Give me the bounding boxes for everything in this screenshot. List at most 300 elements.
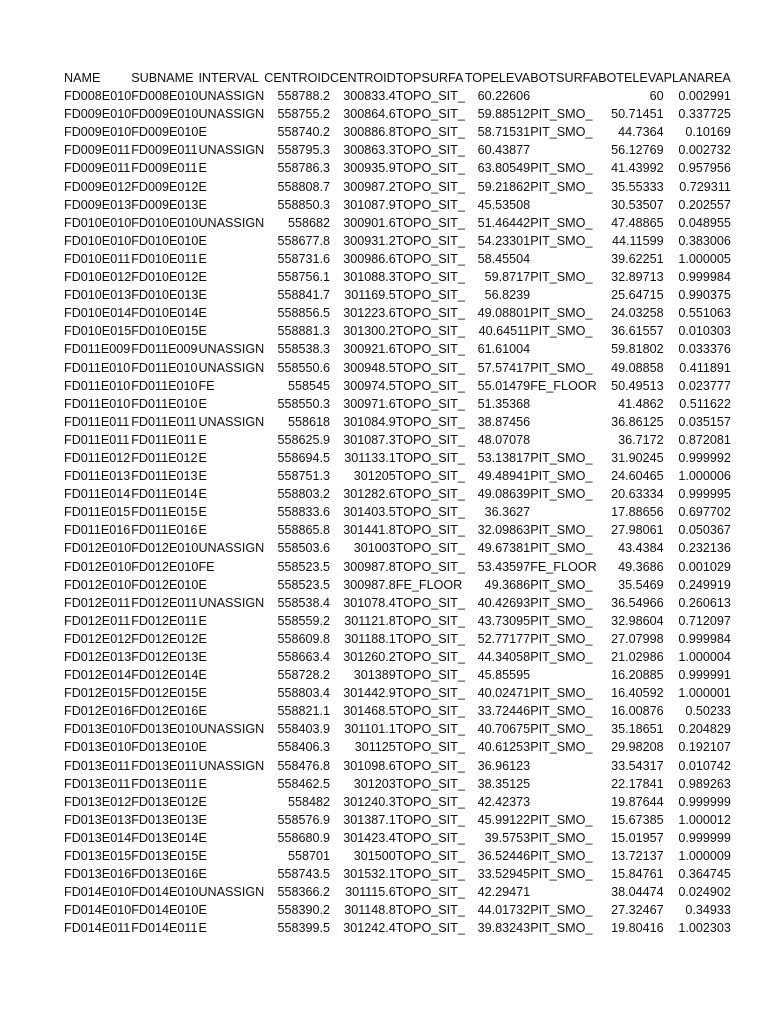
table-cell[interactable]: 0.10169 <box>685 125 731 140</box>
table-cell[interactable]: E <box>198 903 207 918</box>
table-cell[interactable]: 0.999995 <box>678 487 731 502</box>
table-cell[interactable]: 35.55333 <box>611 179 664 194</box>
table-cell[interactable]: E <box>198 613 207 628</box>
table-cell[interactable]: FD014E010 <box>64 885 132 900</box>
table-cell[interactable]: FD012E014 <box>64 668 132 683</box>
table-cell[interactable]: 48.07078 <box>477 432 531 447</box>
table-cell[interactable]: 1.000004 <box>678 650 731 664</box>
table-cell[interactable]: 39.5753 <box>484 830 531 845</box>
table-cell[interactable]: E <box>198 469 207 484</box>
table-cell[interactable]: 558482 <box>287 794 330 809</box>
table-cell[interactable]: FD014E011 <box>64 921 131 936</box>
table-cell[interactable]: 1.000012 <box>678 812 731 827</box>
table-cell[interactable]: UNASSIGN <box>198 143 265 158</box>
table-cell[interactable]: TOPO_SIT_ <box>395 631 465 646</box>
table-cell[interactable]: 49.08801 <box>477 306 531 321</box>
table-cell[interactable]: PIT_SMO_ <box>530 360 593 375</box>
header-cell[interactable]: NAME <box>64 71 101 85</box>
table-cell[interactable]: TOPO_SIT_ <box>395 197 465 212</box>
table-cell[interactable]: FD013E012 <box>64 794 132 809</box>
table-cell[interactable]: 33.54317 <box>611 758 664 773</box>
table-cell[interactable]: FD012E011 <box>64 595 131 610</box>
table-cell[interactable]: FD012E010 <box>131 541 199 556</box>
table-cell[interactable]: FD013E010 <box>131 740 199 755</box>
table-cell[interactable]: TOPO_SIT_ <box>395 89 465 104</box>
table-cell[interactable]: FD011E016 <box>131 523 198 538</box>
table-cell[interactable]: PIT_SMO_ <box>530 849 593 864</box>
table-cell[interactable]: 17.88656 <box>611 505 664 520</box>
table-cell[interactable]: 44.11599 <box>612 233 664 248</box>
table-cell[interactable]: 32.09863 <box>477 523 531 538</box>
table-cell[interactable]: FD009E011 <box>131 161 198 176</box>
table-cell[interactable]: 558538.4 <box>277 595 330 610</box>
table-cell[interactable]: 36.61557 <box>611 324 664 339</box>
table-cell[interactable]: PIT_SMO_ <box>530 487 593 502</box>
table-cell[interactable]: E <box>198 867 207 882</box>
table-cell[interactable]: PIT_SMO_ <box>530 740 593 755</box>
table-cell[interactable]: 32.98604 <box>611 613 664 628</box>
table-cell[interactable]: UNASSIGN <box>198 342 265 357</box>
table-cell[interactable]: 301442.9 <box>343 686 396 701</box>
table-cell[interactable]: 24.03258 <box>611 306 664 321</box>
table-cell[interactable]: E <box>198 650 207 664</box>
table-cell[interactable]: E <box>198 631 207 646</box>
table-cell[interactable]: FD012E013 <box>64 650 132 664</box>
header-cell[interactable]: BOTSURFA <box>530 71 599 85</box>
table-cell[interactable]: 40.64511 <box>478 324 531 339</box>
table-cell[interactable]: TOPO_SIT_ <box>395 541 465 556</box>
table-cell[interactable]: FD012E011 <box>131 595 198 610</box>
table-cell[interactable]: TOPO_SIT_ <box>395 378 465 393</box>
table-cell[interactable]: TOPO_SIT_ <box>395 650 465 664</box>
table-cell[interactable]: E <box>198 523 207 538</box>
table-cell[interactable]: 0.024902 <box>678 885 731 900</box>
table-cell[interactable]: 0.999984 <box>678 631 731 646</box>
table-cell[interactable]: FD010E015 <box>131 324 199 339</box>
table-cell[interactable]: 36.7172 <box>618 432 664 447</box>
table-cell[interactable]: 301468.5 <box>343 704 396 719</box>
table-cell[interactable]: E <box>198 776 207 791</box>
table-cell[interactable]: E <box>198 288 207 303</box>
table-cell[interactable]: FD009E010 <box>131 125 199 140</box>
table-cell[interactable]: FD012E011 <box>131 613 198 628</box>
header-cell[interactable]: TOPELEVA <box>464 71 531 85</box>
table-cell[interactable]: 24.60465 <box>611 469 664 484</box>
table-cell[interactable]: FD012E013 <box>131 650 199 664</box>
table-cell[interactable]: 558625.9 <box>277 432 330 447</box>
table-cell[interactable]: FD012E010 <box>131 577 199 592</box>
table-cell[interactable]: 558788.2 <box>277 89 330 104</box>
table-cell[interactable]: UNASSIGN <box>198 758 265 773</box>
table-cell[interactable]: 558803.4 <box>277 686 330 701</box>
table-cell[interactable]: 36.54966 <box>611 595 664 610</box>
table-cell[interactable]: UNASSIGN <box>198 215 265 230</box>
table-cell[interactable]: PIT_SMO_ <box>530 179 593 194</box>
table-cell[interactable] <box>530 793 598 811</box>
table-cell[interactable]: TOPO_SIT_ <box>395 342 465 357</box>
table-cell[interactable]: 0.34933 <box>685 903 731 918</box>
table-cell[interactable]: 558677.8 <box>277 233 330 248</box>
table-cell[interactable]: TOPO_SIT_ <box>395 324 465 339</box>
table-cell[interactable]: 27.32467 <box>611 903 664 918</box>
table-cell[interactable]: TOPO_SIT_ <box>395 559 465 574</box>
table-cell[interactable]: 301084.9 <box>343 414 396 429</box>
table-cell[interactable]: FD014E010 <box>64 903 132 918</box>
table-cell[interactable]: PIT_SMO_ <box>530 830 593 845</box>
table-cell[interactable]: E <box>198 668 207 683</box>
header-cell[interactable]: INTERVAL <box>198 71 259 85</box>
table-cell[interactable] <box>530 666 598 684</box>
table-cell[interactable]: FD010E013 <box>64 288 132 303</box>
table-cell[interactable]: 0.551063 <box>678 306 731 321</box>
table-cell[interactable]: 16.40592 <box>611 686 664 701</box>
header-cell[interactable]: BOTELEVA <box>598 71 664 85</box>
table-cell[interactable]: 35.18651 <box>611 722 664 737</box>
table-cell[interactable]: PIT_SMO_ <box>530 686 593 701</box>
table-cell[interactable]: 301389 <box>353 668 396 683</box>
table-cell[interactable]: 558755.2 <box>277 107 330 122</box>
table-cell[interactable]: 49.67381 <box>477 541 531 556</box>
table-cell[interactable]: 27.07998 <box>611 631 664 646</box>
table-cell[interactable]: FD009E012 <box>64 179 132 194</box>
table-cell[interactable]: 300864.6 <box>343 107 396 122</box>
table-cell[interactable]: 301098.6 <box>343 758 396 773</box>
table-cell[interactable]: 16.00876 <box>611 704 664 719</box>
table-cell[interactable]: E <box>198 432 207 447</box>
table-cell[interactable]: FD013E016 <box>64 867 132 882</box>
table-cell[interactable]: 22.17841 <box>611 776 664 791</box>
table-cell[interactable]: 558701 <box>287 849 330 864</box>
table-cell[interactable]: 558865.8 <box>277 523 330 538</box>
table-cell[interactable]: FD009E011 <box>64 143 131 158</box>
table-cell[interactable]: 558743.5 <box>277 867 330 882</box>
table-cell[interactable]: 0.260613 <box>678 595 731 610</box>
table-cell[interactable]: FD014E011 <box>131 921 198 936</box>
table-cell[interactable]: PIT_SMO_ <box>530 523 593 538</box>
table-cell[interactable]: TOPO_SIT_ <box>395 867 465 882</box>
table-cell[interactable]: FD010E011 <box>64 251 131 266</box>
table-cell[interactable] <box>530 196 598 214</box>
table-cell[interactable]: 558751.3 <box>277 469 330 484</box>
table-cell[interactable]: 300921.6 <box>343 342 396 357</box>
table-cell[interactable]: FD012E012 <box>64 631 132 646</box>
table-cell[interactable]: FD011E010 <box>131 360 198 375</box>
table-cell[interactable]: FD010E010 <box>64 233 132 248</box>
table-cell[interactable]: 558803.2 <box>277 487 330 502</box>
table-cell[interactable]: 558740.2 <box>277 125 330 140</box>
table-cell[interactable]: 49.3686 <box>618 559 664 574</box>
table-cell[interactable]: 558795.3 <box>277 143 330 158</box>
table-cell[interactable]: TOPO_SIT_ <box>395 143 465 158</box>
table-cell[interactable]: PIT_SMO_ <box>530 215 593 230</box>
table-cell[interactable]: TOPO_SIT_ <box>395 450 465 465</box>
table-cell[interactable]: 50.49513 <box>611 378 664 393</box>
table-cell[interactable]: 558523.5 <box>277 577 330 592</box>
table-cell[interactable]: 558808.7 <box>277 179 330 194</box>
table-cell[interactable]: 40.61253 <box>477 740 531 755</box>
table-cell[interactable]: FD012E010 <box>64 541 132 556</box>
table-cell[interactable]: 558821.1 <box>277 704 330 719</box>
table-cell[interactable]: 0.990375 <box>678 288 731 303</box>
table-cell[interactable]: TOPO_SIT_ <box>395 107 465 122</box>
table-cell[interactable]: 558403.9 <box>277 722 330 737</box>
table-cell[interactable]: E <box>198 921 207 936</box>
table-cell[interactable]: 44.34058 <box>477 650 531 664</box>
table-cell[interactable]: 1.002303 <box>678 921 731 936</box>
table-cell[interactable]: FD011E015 <box>131 505 198 520</box>
table-cell[interactable]: 300931.2 <box>343 233 396 248</box>
table-cell[interactable]: FD013E011 <box>131 758 198 773</box>
table-cell[interactable]: 301423.4 <box>343 830 396 845</box>
table-cell[interactable]: E <box>198 324 207 339</box>
table-cell[interactable]: 0.999991 <box>678 668 731 683</box>
table-cell[interactable]: E <box>198 686 207 701</box>
table-cell[interactable]: 1.000009 <box>678 849 731 864</box>
table-cell[interactable]: FD011E010 <box>131 378 198 393</box>
table-cell[interactable]: 45.53508 <box>477 197 531 212</box>
table-cell[interactable]: 558523.5 <box>277 559 330 574</box>
table-cell[interactable]: FD011E013 <box>131 469 198 484</box>
table-cell[interactable]: 300971.6 <box>343 396 396 411</box>
table-cell[interactable]: TOPO_SIT_ <box>395 306 465 321</box>
table-cell[interactable]: TOPO_SIT_ <box>395 505 465 520</box>
table-cell[interactable]: 301169.5 <box>344 288 396 303</box>
table-cell[interactable] <box>530 757 598 775</box>
table-cell[interactable]: 33.52945 <box>477 867 531 882</box>
table-cell[interactable]: 558406.3 <box>277 740 330 755</box>
table-cell[interactable]: E <box>198 450 207 465</box>
table-cell[interactable]: 301133.1 <box>344 450 396 465</box>
table-cell[interactable]: FD009E012 <box>131 179 199 194</box>
table-cell[interactable]: 59.21862 <box>477 179 531 194</box>
table-cell[interactable]: 47.48865 <box>611 215 664 230</box>
table-cell[interactable]: FD011E009 <box>64 342 131 357</box>
table-cell[interactable]: 558550.3 <box>277 396 330 411</box>
table-cell[interactable]: 0.035157 <box>678 414 731 429</box>
table-cell[interactable]: FE <box>198 559 215 574</box>
table-cell[interactable]: 57.57417 <box>477 360 531 375</box>
table-cell[interactable]: 25.64715 <box>611 288 664 303</box>
table-cell[interactable] <box>530 87 598 105</box>
table-cell[interactable]: FD013E010 <box>64 722 132 737</box>
table-cell[interactable]: E <box>198 794 207 809</box>
table-cell[interactable]: FD011E010 <box>64 378 131 393</box>
table-cell[interactable]: 0.204829 <box>678 722 731 737</box>
table-cell[interactable]: 558841.7 <box>277 288 330 303</box>
table-cell[interactable]: 59.88512 <box>477 107 531 122</box>
table-cell[interactable]: FD009E011 <box>131 143 198 158</box>
table-cell[interactable]: 21.02986 <box>611 650 664 664</box>
table-cell[interactable]: FD008E010 <box>64 89 132 104</box>
table-cell[interactable]: 0.999984 <box>678 270 731 285</box>
table-cell[interactable]: 301242.4 <box>343 921 396 936</box>
table-cell[interactable]: TOPO_SIT_ <box>395 487 465 502</box>
table-cell[interactable]: FD012E016 <box>64 704 132 719</box>
table-cell[interactable]: PIT_SMO_ <box>530 107 593 122</box>
table-cell[interactable]: 0.383006 <box>678 233 731 248</box>
table-cell[interactable]: PIT_SMO_ <box>530 306 593 321</box>
table-cell[interactable]: 16.20885 <box>611 668 664 683</box>
table-cell[interactable]: FD012E015 <box>131 686 199 701</box>
table-cell[interactable]: 38.04474 <box>611 885 664 900</box>
table-cell[interactable]: 59.81802 <box>611 342 664 357</box>
table-cell[interactable]: 0.010742 <box>678 758 731 773</box>
table-cell[interactable]: 0.023777 <box>678 378 731 393</box>
table-cell[interactable]: 0.048955 <box>678 215 731 230</box>
table-cell[interactable]: FD009E010 <box>131 107 199 122</box>
table-cell[interactable]: 558550.6 <box>277 360 330 375</box>
table-cell[interactable]: TOPO_SIT_ <box>395 125 465 140</box>
table-cell[interactable]: 29.98208 <box>611 740 664 755</box>
table-cell[interactable]: E <box>198 812 207 827</box>
table-cell[interactable]: 558476.8 <box>277 758 330 773</box>
table-cell[interactable]: 40.70675 <box>477 722 531 737</box>
table-cell[interactable]: UNASSIGN <box>198 107 265 122</box>
table-cell[interactable]: FD012E012 <box>131 631 199 646</box>
table-cell[interactable]: E <box>198 179 207 194</box>
table-cell[interactable]: TOPO_SIT_ <box>395 740 465 755</box>
table-cell[interactable]: 42.42373 <box>477 794 531 809</box>
table-cell[interactable]: 300974.5 <box>343 378 396 393</box>
table-cell[interactable]: 44.01732 <box>477 903 531 918</box>
table-cell[interactable]: E <box>198 487 207 502</box>
table-cell[interactable]: 301532.1 <box>343 867 396 882</box>
table-cell[interactable]: TOPO_SIT_ <box>395 469 465 484</box>
table-cell[interactable]: 40.42693 <box>477 595 531 610</box>
table-cell[interactable]: FD009E011 <box>64 161 131 176</box>
table-cell[interactable]: 558399.5 <box>277 921 330 936</box>
table-cell[interactable]: TOPO_SIT_ <box>395 812 465 827</box>
table-cell[interactable]: FD013E011 <box>64 776 131 791</box>
table-cell[interactable]: FD012E014 <box>131 668 199 683</box>
table-cell[interactable]: 301403.5 <box>343 505 396 520</box>
table-cell[interactable]: 15.67385 <box>611 812 664 827</box>
table-cell[interactable]: 15.01957 <box>611 830 664 845</box>
table-cell[interactable]: 0.202557 <box>678 197 731 212</box>
table-cell[interactable]: 0.337725 <box>678 107 731 122</box>
table-cell[interactable]: 15.84761 <box>611 867 664 882</box>
table-cell[interactable]: 30.53507 <box>611 197 664 212</box>
table-cell[interactable]: 32.89713 <box>611 270 664 285</box>
table-cell[interactable]: 0.232136 <box>678 541 731 556</box>
table-cell[interactable]: 43.4384 <box>618 541 664 556</box>
table-cell[interactable]: E <box>198 830 207 845</box>
table-cell[interactable] <box>530 250 598 268</box>
table-cell[interactable]: 63.80549 <box>477 161 531 176</box>
table-cell[interactable] <box>530 503 598 521</box>
table-cell[interactable]: PIT_SMO_ <box>530 125 593 140</box>
table-cell[interactable]: UNASSIGN <box>198 595 265 610</box>
table-cell[interactable]: 0.033376 <box>678 342 731 357</box>
table-cell[interactable]: 49.08639 <box>477 487 531 502</box>
table-cell[interactable] <box>530 413 598 431</box>
table-cell[interactable]: E <box>198 251 207 266</box>
table-cell[interactable] <box>530 395 598 413</box>
table-cell[interactable]: 13.72137 <box>611 849 664 864</box>
table-cell[interactable]: FD014E010 <box>131 903 199 918</box>
table-cell[interactable]: 19.80416 <box>611 921 664 936</box>
table-cell[interactable]: 300986.6 <box>343 251 396 266</box>
table-cell[interactable]: TOPO_SIT_ <box>395 921 465 936</box>
table-cell[interactable]: 301300.2 <box>343 324 396 339</box>
table-cell[interactable]: 56.8239 <box>484 288 531 303</box>
table-cell[interactable]: 60 <box>649 89 664 104</box>
table-cell[interactable]: 52.77177 <box>477 631 531 646</box>
table-cell[interactable]: 0.989263 <box>678 776 731 791</box>
table-cell[interactable]: PIT_SMO_ <box>530 270 593 285</box>
table-cell[interactable]: TOPO_SIT_ <box>395 288 465 303</box>
table-cell[interactable]: 61.61004 <box>477 342 531 357</box>
table-cell[interactable]: 42.29471 <box>477 885 531 900</box>
table-cell[interactable]: UNASSIGN <box>198 89 265 104</box>
table-cell[interactable]: 301240.3 <box>343 794 396 809</box>
table-cell[interactable]: FD010E012 <box>64 270 132 285</box>
table-cell[interactable]: 558576.9 <box>277 812 330 827</box>
table-cell[interactable]: FD013E010 <box>64 740 132 755</box>
table-cell[interactable]: 51.35368 <box>477 396 531 411</box>
table-cell[interactable]: PIT_SMO_ <box>530 903 593 918</box>
table-cell[interactable]: PIT_SMO_ <box>530 722 593 737</box>
table-cell[interactable]: 558731.6 <box>277 251 330 266</box>
table-cell[interactable]: TOPO_SIT_ <box>395 414 465 429</box>
table-cell[interactable]: 301078.4 <box>343 595 396 610</box>
table-cell[interactable]: 0.957956 <box>678 161 731 176</box>
table-cell[interactable]: FD009E010 <box>64 107 132 122</box>
table-cell[interactable]: TOPO_SIT_ <box>395 722 465 737</box>
table-cell[interactable]: 301088.3 <box>343 270 396 285</box>
table-cell[interactable]: UNASSIGN <box>198 722 265 737</box>
table-cell[interactable]: FD010E014 <box>131 306 199 321</box>
table-cell[interactable]: 300987.8 <box>343 577 396 592</box>
table-cell[interactable]: FD013E016 <box>131 867 199 882</box>
header-cell[interactable]: CENTROID <box>264 71 330 85</box>
table-cell[interactable]: 41.4862 <box>618 396 664 411</box>
table-cell[interactable]: TOPO_SIT_ <box>395 885 465 900</box>
table-cell[interactable]: 300987.2 <box>343 179 396 194</box>
table-cell[interactable]: 300886.8 <box>343 125 396 140</box>
table-cell[interactable]: 558856.5 <box>277 306 330 321</box>
table-cell[interactable]: 300987.8 <box>343 559 396 574</box>
table-cell[interactable]: TOPO_SIT_ <box>395 903 465 918</box>
table-cell[interactable]: 301223.6 <box>343 306 396 321</box>
table-cell[interactable]: 558462.5 <box>277 776 330 791</box>
table-cell[interactable]: TOPO_SIT_ <box>395 686 465 701</box>
table-cell[interactable]: 0.999999 <box>678 794 731 809</box>
table-cell[interactable]: TOPO_SIT_ <box>395 432 465 447</box>
table-cell[interactable]: 39.83243 <box>477 921 531 936</box>
table-cell[interactable]: 558609.8 <box>277 631 330 646</box>
table-cell[interactable]: PIT_SMO_ <box>530 577 593 592</box>
table-cell[interactable]: FD010E010 <box>131 215 199 230</box>
table-cell[interactable]: FD013E015 <box>64 849 132 864</box>
table-cell[interactable]: E <box>198 849 207 864</box>
table-cell[interactable]: 0.050367 <box>678 523 731 538</box>
table-cell[interactable]: PIT_SMO_ <box>530 704 593 719</box>
table-cell[interactable]: 49.48941 <box>477 469 531 484</box>
table-cell[interactable]: FE_FLOOR <box>530 378 597 393</box>
table-cell[interactable]: FD009E013 <box>131 197 199 212</box>
table-cell[interactable]: 301087.9 <box>343 197 396 212</box>
table-cell[interactable]: FD013E014 <box>131 830 199 845</box>
table-cell[interactable]: FD012E010 <box>131 559 199 574</box>
table-cell[interactable] <box>530 883 598 901</box>
table-cell[interactable]: FD012E010 <box>64 559 132 574</box>
table-cell[interactable]: FD013E013 <box>64 812 132 827</box>
table-cell[interactable]: 1.000001 <box>678 686 731 701</box>
table-cell[interactable]: FD011E016 <box>64 523 131 538</box>
table-cell[interactable]: 36.96123 <box>477 758 531 773</box>
table-cell[interactable]: TOPO_SIT_ <box>395 161 465 176</box>
